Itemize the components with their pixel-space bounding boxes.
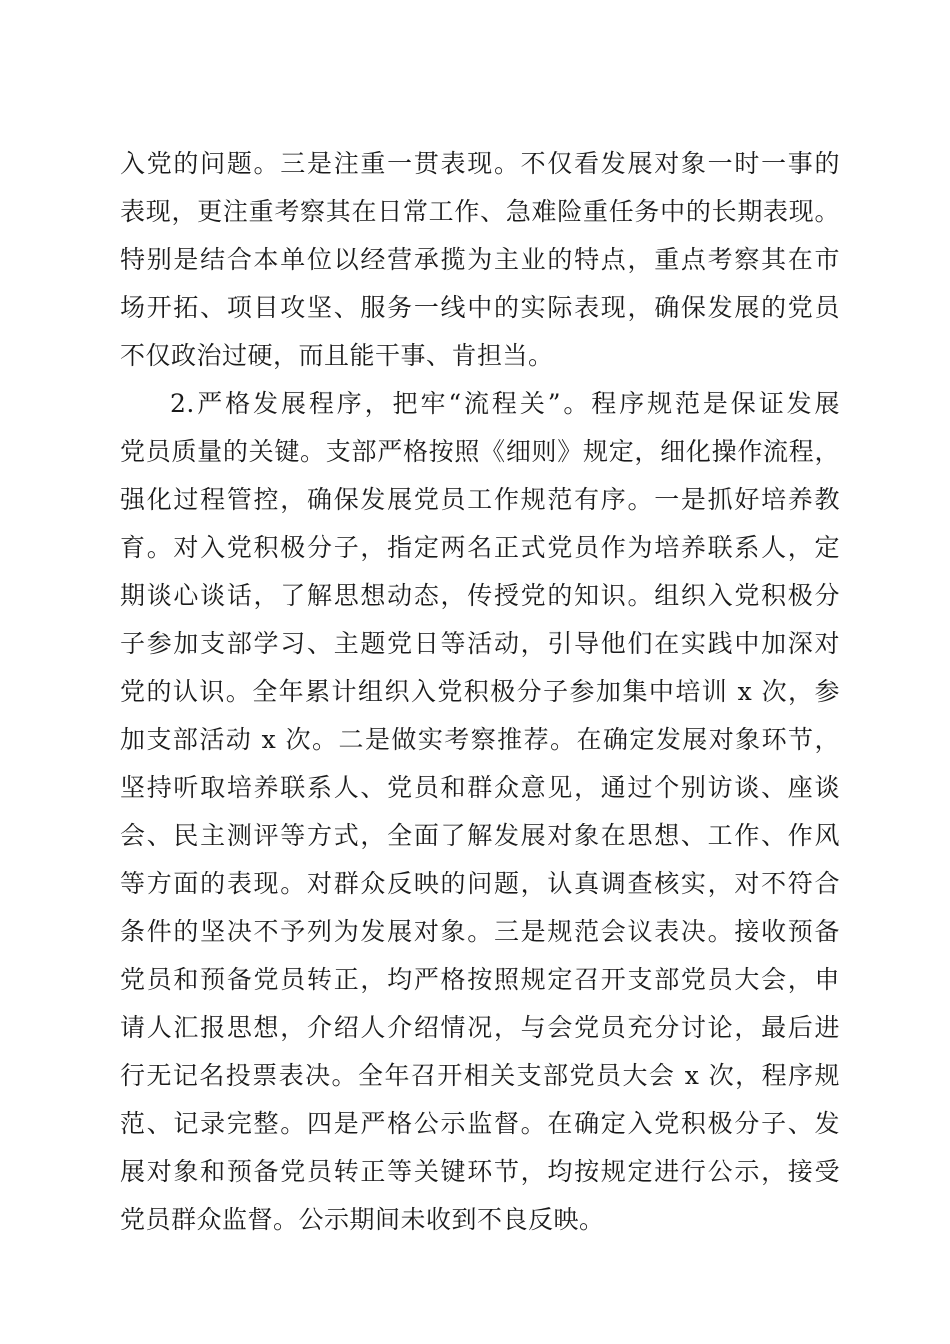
text-line: 请人汇报思想，介绍人介绍情况，与会党员充分讨论，最后进 [120,1013,840,1042]
text-line: 期谈心谈话，了解思想动态，传授党的知识。组织入党积极分 [120,581,840,610]
text-line: 育。对入党积极分子，指定两名正式党员作为培养联系人，定 [120,533,840,562]
text-line: 党员质量的关键。支部严格按照《细则》规定，细化操作流程， [120,437,840,466]
text-line: 强化过程管控，确保发展党员工作规范有序。一是抓好培养教 [120,485,840,514]
text-line: 党员群众监督。公示期间未收到不良反映。 [120,1205,605,1234]
text-line: 不仅政治过硬，而且能干事、肯担当。 [120,341,554,370]
text-line: 条件的坚决不予列为发展对象。三是规范会议表决。接收预备 [120,917,840,946]
text-line: 展对象和预备党员转正等关键环节，均按规定进行公示，接受 [120,1157,840,1186]
text-line: 等方面的表现。对群众反映的问题，认真调查核实，对不符合 [120,869,840,898]
text-line: 加支部活动 x 次。二是做实考察推荐。在确定发展对象环节， [120,725,840,754]
text-line: 特别是结合本单位以经营承揽为主业的特点，重点考察其在市 [120,245,840,274]
text-line: 场开拓、项目攻坚、服务一线中的实际表现，确保发展的党员 [120,293,840,322]
text-line: 党员和预备党员转正，均严格按照规定召开支部党员大会，申 [120,965,840,994]
text-line: 行无记名投票表决。全年召开相关支部党员大会 x 次，程序规 [120,1061,840,1090]
text-line: 范、记录完整。四是严格公示监督。在确定入党积极分子、发 [120,1109,840,1138]
text-line: 子参加支部学习、主题党日等活动，引导他们在实践中加深对 [120,629,840,658]
section-heading-line: 2.严格发展程序，把牢“流程关”。程序规范是保证发展 [170,389,840,418]
text-line: 入党的问题。三是注重一贯表现。不仅看发展对象一时一事的 [120,149,840,178]
body-text [120,140,840,1244]
text-line: 党的认识。全年累计组织入党积极分子参加集中培训 x 次，参 [120,677,840,706]
text-line: 表现，更注重考察其在日常工作、急难险重任务中的长期表现。 [120,197,840,226]
text-line: 会、民主测评等方式，全面了解发展对象在思想、工作、作风 [120,821,840,850]
text-line: 坚持听取培养联系人、党员和群众意见，通过个别访谈、座谈 [120,773,840,802]
